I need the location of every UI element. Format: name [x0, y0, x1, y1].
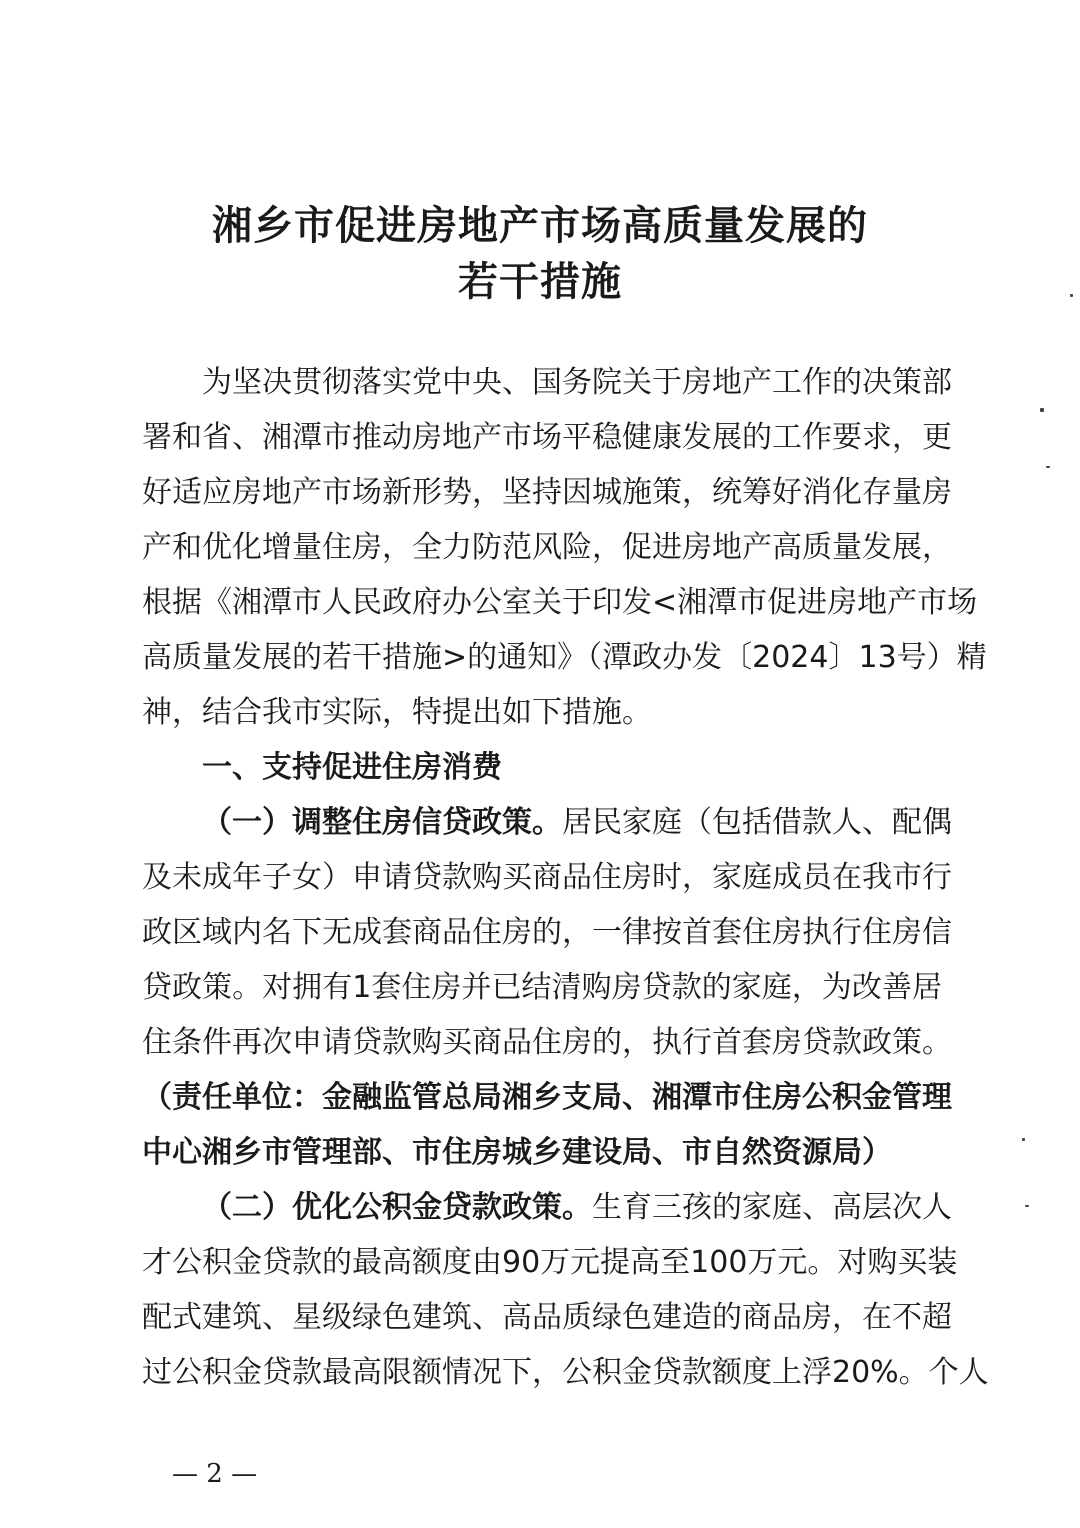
item-1-first-line [202, 803, 952, 843]
item-2-line: 过公积金贷款最高限额情况下，公积金贷款额度上浮20%。个人 [142, 1355, 989, 1390]
item-1-line: 住条件再次申请贷款购买商品住房的，执行首套房贷款政策。 [142, 1025, 952, 1060]
intro-line: 神，结合我市实际，特提出如下措施。 [142, 695, 652, 730]
item-1-first-line-text: 居民家庭（包括借款人、配偶 [562, 805, 952, 840]
intro-line: 署和省、湘潭市推动房地产市场平稳健康发展的工作要求，更 [142, 420, 952, 455]
item-1-responsibility-line: （责任单位：金融监管总局湘乡支局、湘潭市住房公积金管理 [142, 1080, 952, 1115]
section-heading: 一、支持促进住房消费 [202, 750, 502, 785]
intro-line: 产和优化增量住房，全力防范风险，促进房地产高质量发展， [142, 530, 952, 565]
item-1-line: 贷政策。对拥有1套住房并已结清购房贷款的家庭，为改善居 [142, 970, 942, 1005]
item-2-lead: （二）优化公积金贷款政策。 [202, 1190, 592, 1225]
scan-speck [1025, 1205, 1029, 1207]
scan-speck [1040, 408, 1044, 412]
item-2-line: 才公积金贷款的最高额度由90万元提高至100万元。对购买装 [142, 1245, 958, 1280]
item-2-line: 配式建筑、星级绿色建筑、高品质绿色建造的商品房，在不超 [142, 1300, 952, 1335]
item-1-line: 及未成年子女）申请贷款购买商品住房时，家庭成员在我市行 [142, 860, 952, 895]
intro-line: 高质量发展的若干措施>的通知》（潭政办发〔2024〕13号）精 [142, 640, 987, 675]
document-title-line-2: 若干措施 [458, 258, 622, 305]
item-1-line: 政区域内名下无成套商品住房的，一律按首套住房执行住房信 [142, 915, 952, 950]
intro-line: 为坚决贯彻落实党中央、国务院关于房地产工作的决策部 [202, 365, 952, 400]
intro-line: 好适应房地产市场新形势，坚持因城施策，统筹好消化存量房 [142, 475, 952, 510]
scan-speck [1046, 466, 1050, 468]
scan-speck [1022, 1138, 1025, 1141]
scan-speck [1070, 294, 1073, 297]
item-2-first-line-text: 生育三孩的家庭、高层次人 [592, 1190, 952, 1225]
item-1-responsibility-line: 中心湘乡市管理部、市住房城乡建设局、市自然资源局） [142, 1135, 892, 1170]
intro-line: 根据《湘潭市人民政府办公室关于印发<湘潭市促进房地产市场 [142, 585, 978, 620]
page-number: — 2 — [172, 1459, 258, 1489]
item-2-first-line [202, 1188, 952, 1228]
document-title-line-1: 湘乡市促进房地产市场高质量发展的 [212, 202, 868, 249]
item-1-lead: （一）调整住房信贷政策。 [202, 805, 562, 840]
